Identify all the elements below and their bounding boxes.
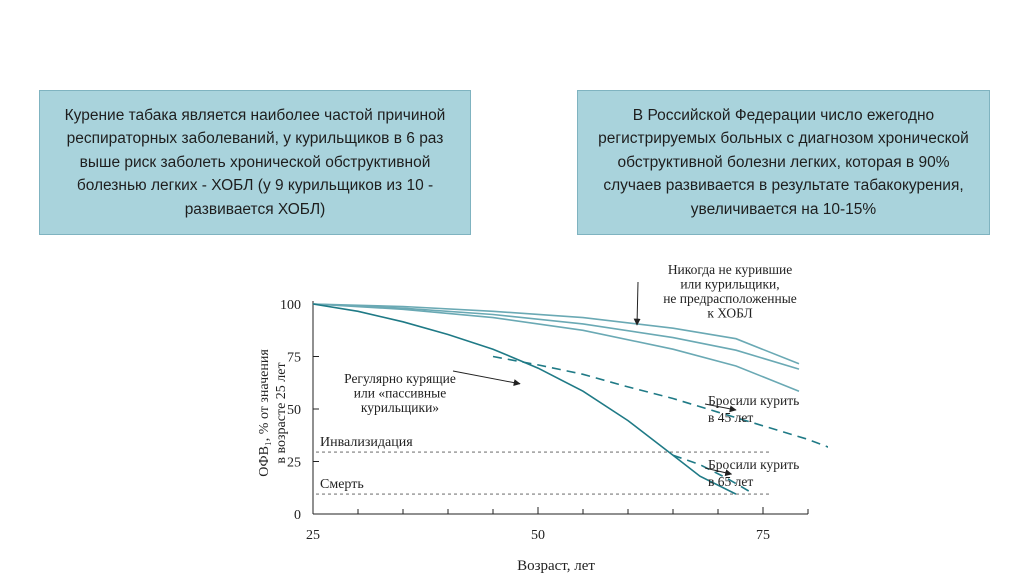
y-tick-label: 25 bbox=[287, 455, 301, 471]
annotation-line: в 65 лет bbox=[708, 474, 754, 489]
annotation-line: или «пассивные bbox=[353, 385, 447, 401]
threshold-label: Смерть bbox=[320, 477, 364, 493]
annotation-line: или курильщики, bbox=[680, 276, 780, 292]
annotation-text bbox=[663, 262, 797, 321]
chart-annotations bbox=[344, 262, 799, 489]
y-tick-label: 75 bbox=[287, 350, 301, 366]
annotation-line: Регулярно курящие bbox=[344, 371, 456, 386]
info-text-left: Курение табака является наиболее частой причиной респираторных заболеваний, у курильщиков в 6 раз выше риск заболеть хронической обструктивной болезнью легких - ХОБЛ (у 9 курильщиков из 10 - развивается ХОБЛ) bbox=[64, 106, 446, 218]
annotation-line: Бросили курить bbox=[708, 457, 800, 472]
info-text-right: В Российской Федерации число ежегодно регистрируемых больных с диагнозом хронической обструктивной болезни легких, которая в 90% случаев развивается в результате табакокурения, увеличивается на 10-15% bbox=[598, 106, 969, 218]
x-tick-label: 25 bbox=[306, 528, 320, 543]
threshold-label: Инвализидация bbox=[320, 435, 413, 451]
info-box-right bbox=[577, 90, 990, 235]
annotation-text bbox=[344, 371, 456, 415]
fev1-decline-chart bbox=[238, 255, 828, 576]
y-axis-label bbox=[257, 349, 289, 477]
annotation-line: Никогда не курившие bbox=[667, 262, 793, 277]
y-tick-label: 0 bbox=[294, 508, 301, 523]
annotation-arrow bbox=[637, 282, 638, 325]
x-tick-label: 75 bbox=[756, 528, 770, 543]
annotation bbox=[344, 371, 520, 415]
x-axis-label: Возраст, лет bbox=[517, 558, 595, 574]
annotation-text bbox=[708, 393, 799, 425]
y-tick-label: 50 bbox=[287, 403, 301, 418]
y-tick-label: 100 bbox=[280, 298, 301, 313]
annotation-line: курильщики» bbox=[360, 400, 440, 415]
annotation-text bbox=[708, 457, 799, 489]
threshold-lines bbox=[316, 435, 770, 494]
annotation-line: не предрасположенные bbox=[663, 291, 797, 306]
y-axis-label-line: в возрасте 25 лет bbox=[274, 362, 289, 464]
info-box-left bbox=[39, 90, 471, 235]
y-axis-label-line: ОФВ₁, % от значения bbox=[257, 349, 272, 477]
annotation-line: к ХОБЛ bbox=[707, 305, 753, 321]
annotation bbox=[637, 262, 797, 325]
annotation bbox=[705, 393, 799, 425]
annotation bbox=[705, 457, 799, 489]
annotation-line: Бросили курить bbox=[708, 393, 800, 408]
x-tick-label: 50 bbox=[531, 528, 545, 543]
annotation-arrow bbox=[453, 371, 520, 384]
annotation-line: в 45 лет bbox=[708, 410, 754, 425]
